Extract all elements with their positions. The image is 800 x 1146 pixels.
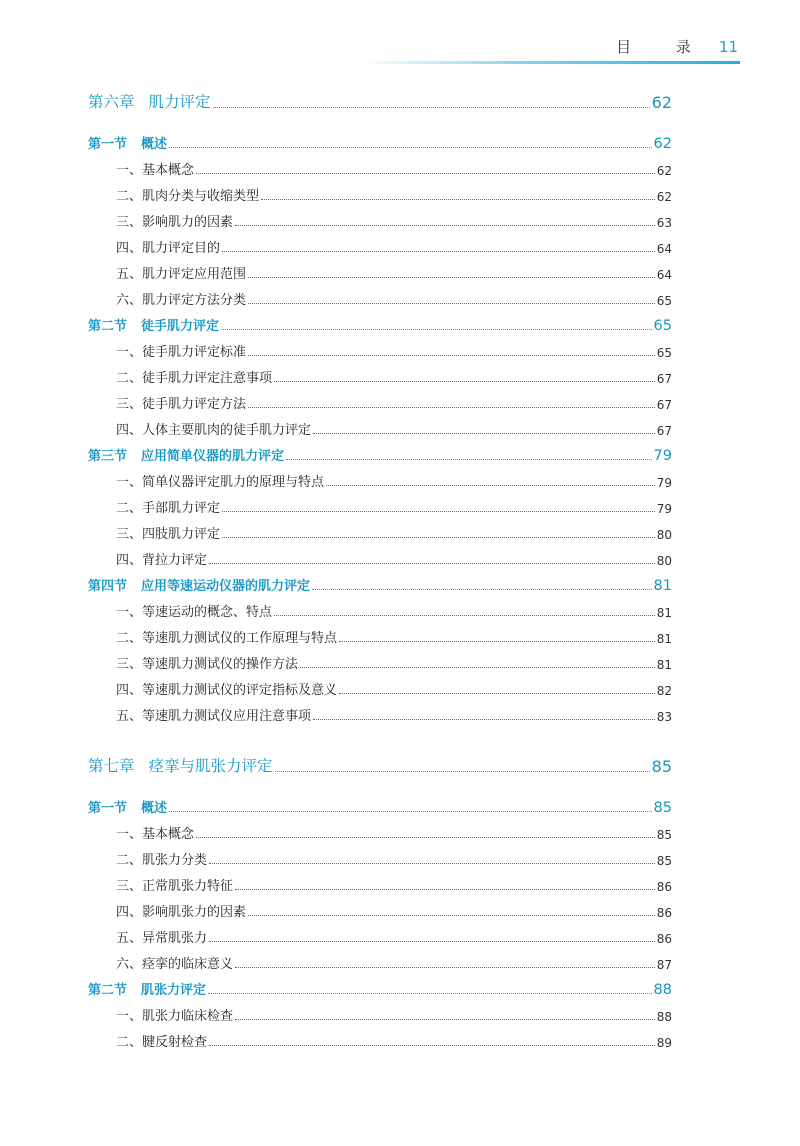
section-label — [88, 575, 310, 594]
toc-item-row[interactable] — [88, 894, 672, 920]
item-page: 65 — [656, 346, 672, 360]
item-page: 86 — [656, 880, 672, 894]
section-page: 81 — [653, 578, 672, 594]
toc-item-row[interactable] — [88, 360, 672, 386]
item-page: 89 — [656, 1036, 672, 1050]
dot-leader — [209, 863, 655, 864]
section-title: 肌张力评定 — [141, 983, 207, 998]
item-label: 二、手部肌力评定 — [116, 501, 221, 516]
toc-item-row[interactable] — [88, 386, 672, 412]
item-page: 64 — [656, 242, 672, 256]
item-label: 三、徒手肌力评定方法 — [116, 397, 247, 412]
header-section-title: 目 录 — [616, 38, 711, 56]
dot-leader — [235, 889, 655, 890]
dot-leader — [248, 407, 655, 408]
section-number: 第四节 — [88, 579, 128, 594]
section-title: 应用简单仪器的肌力评定 — [141, 449, 285, 464]
item-label: 二、腱反射检查 — [116, 1035, 208, 1050]
dot-leader — [248, 303, 655, 304]
item-page: 81 — [656, 632, 672, 646]
item-label: 四、影响肌张力的因素 — [116, 905, 247, 920]
dot-leader — [300, 667, 655, 668]
toc-chapter-row[interactable] — [88, 86, 672, 112]
toc-chapter-row[interactable] — [88, 750, 672, 776]
toc-item-row[interactable] — [88, 1024, 672, 1050]
toc-item-row[interactable] — [88, 868, 672, 894]
dot-leader — [248, 277, 655, 278]
item-label: 六、痉挛的临床意义 — [116, 957, 234, 972]
item-page: 87 — [656, 958, 672, 972]
item-page: 79 — [656, 502, 672, 516]
item-page: 67 — [656, 398, 672, 412]
section-title: 徒手肌力评定 — [141, 319, 220, 334]
dot-leader — [196, 837, 655, 838]
dot-leader — [248, 355, 655, 356]
toc-item-row[interactable] — [88, 230, 672, 256]
dot-leader — [312, 589, 652, 590]
item-label: 一、等速运动的概念、特点 — [116, 605, 273, 620]
chapter-page: 85 — [651, 757, 672, 776]
dot-leader — [169, 147, 652, 148]
dot-leader — [248, 915, 655, 916]
chapter-page: 62 — [651, 93, 672, 112]
item-page: 64 — [656, 268, 672, 282]
page-header — [616, 36, 738, 57]
item-label: 三、正常肌张力特征 — [116, 879, 234, 894]
toc-item-row[interactable] — [88, 594, 672, 620]
section-label — [88, 133, 167, 152]
item-label: 一、徒手肌力评定标准 — [116, 345, 247, 360]
section-page: 85 — [653, 800, 672, 816]
toc-item-row[interactable] — [88, 282, 672, 308]
item-label: 四、肌力评定目的 — [116, 241, 221, 256]
table-of-contents — [88, 86, 672, 1050]
chapter-label — [88, 90, 211, 112]
dot-leader — [326, 485, 655, 486]
item-page: 67 — [656, 424, 672, 438]
item-page: 88 — [656, 1010, 672, 1024]
item-label: 六、肌力评定方法分类 — [116, 293, 247, 308]
section-number: 第二节 — [88, 319, 128, 334]
dot-leader — [275, 771, 650, 772]
item-label: 五、肌力评定应用范围 — [116, 267, 247, 282]
dot-leader — [235, 1019, 655, 1020]
section-label — [88, 797, 167, 816]
dot-leader — [221, 329, 652, 330]
toc-item-row[interactable] — [88, 542, 672, 568]
dot-leader — [274, 615, 655, 616]
item-label: 三、四肢肌力评定 — [116, 527, 221, 542]
item-label: 五、等速肌力测试仪应用注意事项 — [116, 709, 312, 724]
chapter-number: 第六章 — [88, 93, 135, 111]
item-label: 三、影响肌力的因素 — [116, 215, 234, 230]
item-page: 63 — [656, 216, 672, 230]
toc-item-row[interactable] — [88, 946, 672, 972]
section-page: 88 — [653, 982, 672, 998]
section-number: 第一节 — [88, 137, 128, 152]
item-label: 二、肌张力分类 — [116, 853, 208, 868]
header-page-number: 11 — [718, 38, 738, 56]
dot-leader — [196, 173, 655, 174]
section-page: 65 — [653, 318, 672, 334]
dot-leader — [222, 537, 655, 538]
section-page: 79 — [653, 448, 672, 464]
item-label: 一、简单仪器评定肌力的原理与特点 — [116, 475, 325, 490]
toc-item-row[interactable] — [88, 516, 672, 542]
dot-leader — [313, 433, 655, 434]
dot-leader — [222, 511, 655, 512]
toc-section-row[interactable] — [88, 308, 672, 334]
header-rule — [360, 61, 740, 64]
dot-leader — [213, 107, 650, 108]
toc-item-row[interactable] — [88, 620, 672, 646]
chapter-label — [88, 754, 273, 776]
dot-leader — [261, 199, 655, 200]
toc-section-row[interactable] — [88, 790, 672, 816]
item-page: 67 — [656, 372, 672, 386]
toc-item-row[interactable] — [88, 998, 672, 1024]
dot-leader — [286, 459, 652, 460]
section-title: 概述 — [141, 137, 168, 152]
item-page: 62 — [656, 164, 672, 178]
toc-item-row[interactable] — [88, 152, 672, 178]
item-page: 80 — [656, 554, 672, 568]
item-label: 五、异常肌张力 — [116, 931, 208, 946]
chapter-gap — [88, 724, 672, 750]
section-label — [88, 315, 219, 334]
item-label: 四、背拉力评定 — [116, 553, 208, 568]
dot-leader — [209, 1045, 655, 1046]
dot-leader — [313, 719, 655, 720]
dot-leader — [209, 563, 655, 564]
item-page: 85 — [656, 854, 672, 868]
dot-leader — [339, 641, 655, 642]
item-page: 86 — [656, 932, 672, 946]
toc-item-row[interactable] — [88, 490, 672, 516]
section-number: 第二节 — [88, 983, 128, 998]
toc-item-row[interactable] — [88, 646, 672, 672]
toc-item-row[interactable] — [88, 842, 672, 868]
item-label: 二、等速肌力测试仪的工作原理与特点 — [116, 631, 338, 646]
chapter-title: 肌力评定 — [148, 93, 211, 111]
item-label: 四、等速肌力测试仪的评定指标及意义 — [116, 683, 338, 698]
toc-item-row[interactable] — [88, 178, 672, 204]
item-page: 82 — [656, 684, 672, 698]
toc-item-row[interactable] — [88, 672, 672, 698]
toc-item-row[interactable] — [88, 816, 672, 842]
toc-item-row[interactable] — [88, 204, 672, 230]
item-label: 二、徒手肌力评定注意事项 — [116, 371, 273, 386]
item-page: 65 — [656, 294, 672, 308]
item-label: 二、肌肉分类与收缩类型 — [116, 189, 260, 204]
item-page: 81 — [656, 658, 672, 672]
toc-item-row[interactable] — [88, 464, 672, 490]
toc-section-row[interactable] — [88, 972, 672, 998]
toc-section-row[interactable] — [88, 438, 672, 464]
item-page: 80 — [656, 528, 672, 542]
section-label — [88, 979, 206, 998]
dot-leader — [235, 225, 655, 226]
section-number: 第一节 — [88, 801, 128, 816]
dot-leader — [222, 251, 655, 252]
section-page: 62 — [653, 136, 672, 152]
toc-item-row[interactable] — [88, 698, 672, 724]
item-page: 62 — [656, 190, 672, 204]
item-label: 三、等速肌力测试仪的操作方法 — [116, 657, 299, 672]
chapter-number: 第七章 — [88, 757, 135, 775]
section-title: 应用等速运动仪器的肌力评定 — [141, 579, 311, 594]
section-label — [88, 445, 284, 464]
item-page: 83 — [656, 710, 672, 724]
chapter-title: 痉挛与肌张力评定 — [148, 757, 273, 775]
toc-item-row[interactable] — [88, 256, 672, 282]
dot-leader — [169, 811, 652, 812]
section-number: 第三节 — [88, 449, 128, 464]
item-page: 81 — [656, 606, 672, 620]
dot-leader — [209, 941, 655, 942]
toc-section-row[interactable] — [88, 126, 672, 152]
item-page: 79 — [656, 476, 672, 490]
dot-leader — [235, 967, 655, 968]
dot-leader — [339, 693, 655, 694]
item-label: 四、人体主要肌肉的徒手肌力评定 — [116, 423, 312, 438]
chapter-spacing — [88, 112, 672, 126]
toc-item-row[interactable] — [88, 412, 672, 438]
dot-leader — [208, 993, 652, 994]
toc-section-row[interactable] — [88, 568, 672, 594]
toc-item-row[interactable] — [88, 920, 672, 946]
dot-leader — [274, 381, 655, 382]
item-label: 一、基本概念 — [116, 163, 195, 178]
item-label: 一、肌张力临床检查 — [116, 1009, 234, 1024]
section-title: 概述 — [141, 801, 168, 816]
toc-item-row[interactable] — [88, 334, 672, 360]
item-page: 85 — [656, 828, 672, 842]
chapter-spacing — [88, 776, 672, 790]
item-page: 86 — [656, 906, 672, 920]
item-label: 一、基本概念 — [116, 827, 195, 842]
